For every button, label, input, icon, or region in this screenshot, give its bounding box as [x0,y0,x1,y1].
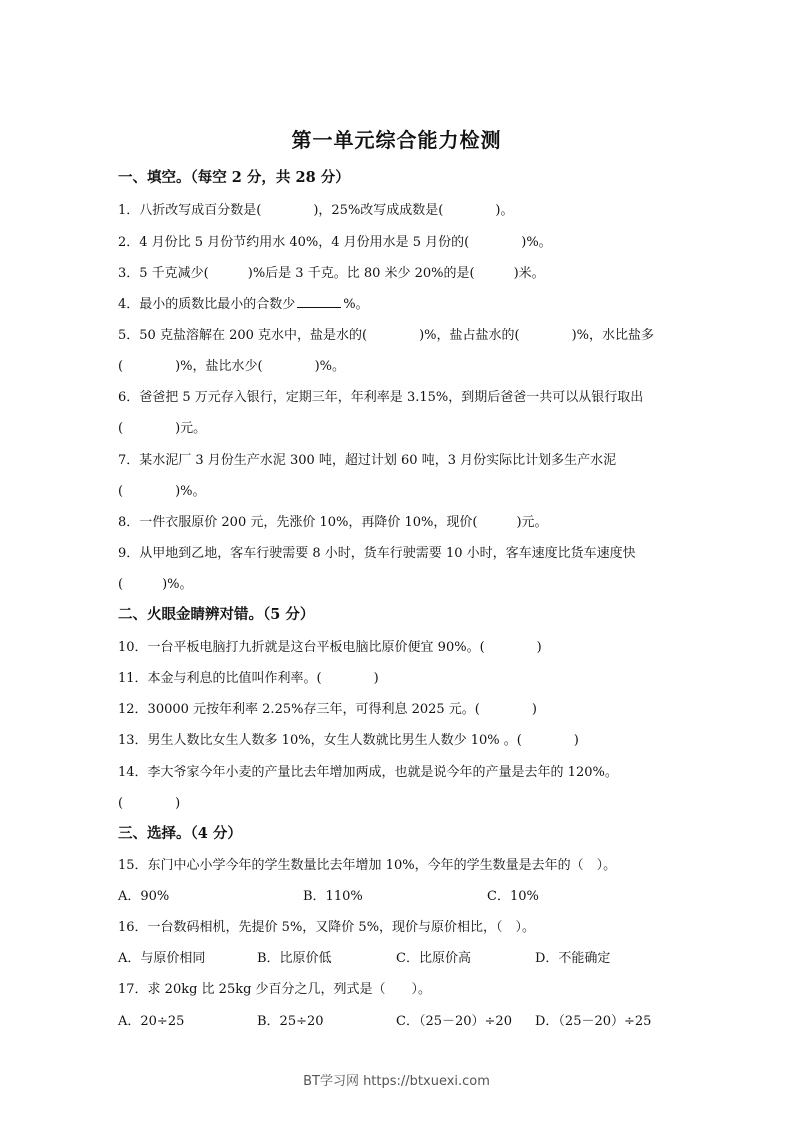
question-7-line-2: ( )%。 [118,484,206,499]
question-9-line-1: 9．从甲地到乙地，客车行驶需要 8 小时，货车行驶需要 10 小时，客车速度比货车速度快 [118,546,636,561]
question-8: 8．一件衣服原价 200 元，先涨价 10%，再降价 10%，现价( )元。 [118,515,548,530]
question-14-line-1: 14．李大爷家今年小麦的产量比去年增加两成，也就是说今年的产量是去年的 120%。 [118,765,618,780]
question-2: 2．4 月份比 5 月份节约用水 40%，4 月份用水是 5 月份的( )%。 [118,235,552,250]
question-4-suffix: %。 [343,297,369,312]
question-5-line-1: 5．50 克盐溶解在 200 克水中，盐是水的( )%，盐占盐水的( )%，水比盐多 [118,328,655,343]
q15-option-b[interactable]: B．110% [303,889,363,904]
q16-option-b[interactable]: B．比原价低 [257,951,332,966]
section-heading-fill-blank: 一、填空。（每空 2 分，共 28 分） [118,169,350,186]
question-7-line-1: 7．某水泥厂 3 月份生产水泥 300 吨，超过计划 60 吨，3 月份实际比计划多生产水泥 [118,453,617,468]
section-heading-choice: 三、选择。（4 分） [118,825,242,842]
q15-option-c[interactable]: C．10% [487,889,539,904]
question-5-line-2: ( )%，盐比水少( )%。 [118,359,345,374]
question-9-line-2: ( )%。 [118,577,193,592]
q15-option-a[interactable]: A．90% [118,889,170,904]
question-6-line-1: 6．爸爸把 5 万元存入银行，定期三年，年利率是 3.15%，到期后爸爸一共可以从银行取出 [118,390,644,405]
question-13: 13．男生人数比女生人数多 10%，女生人数就比男生人数少 10% 。( ) [118,733,579,748]
q16-option-d[interactable]: D．不能确定 [535,951,611,966]
answer-blank[interactable] [297,296,341,308]
q17-option-c[interactable]: C．（25－20）÷20 [396,1014,512,1029]
question-6-line-2: ( )元。 [118,421,207,436]
question-14-line-2: ( ) [118,796,181,811]
q16-option-a[interactable]: A．与原价相同 [118,951,206,966]
question-4 [118,293,369,312]
watermark-footer: BT学习网 https://btxuexi.com [303,1074,490,1089]
question-17: 17．求 20kg 比 25kg 少百分之几，列式是（ ）。 [118,982,432,997]
page-title: 第一单元综合能力检测 [291,128,502,152]
question-10: 10．一台平板电脑打九折就是这台平板电脑比原价便宜 90%。( ) [118,640,542,655]
question-4-text: 4．最小的质数比最小的合数少 [118,297,296,312]
q17-option-b[interactable]: B．25÷20 [257,1014,324,1029]
q17-option-d[interactable]: D．（25－20）÷25 [535,1014,652,1029]
q16-option-c[interactable]: C．比原价高 [396,951,471,966]
question-15: 15．东门中心小学今年的学生数量比去年增加 10%，今年的学生数量是去年的（ ）。 [118,858,617,873]
q17-option-a[interactable]: A．20÷25 [118,1014,185,1029]
question-16: 16．一台数码相机，先提价 5%，又降价 5%，现价与原价相比，（ ）。 [118,920,536,935]
question-11: 11．本金与利息的比值叫作利率。( ) [118,671,379,686]
question-12: 12．30000 元按年利率 2.25%存三年，可得利息 2025 元。( ) [118,702,537,717]
section-heading-true-false: 二、火眼金睛辨对错。（5 分） [118,606,315,623]
question-3: 3．5 千克减少( )%后是 3 千克。比 80 米少 20%的是( )米。 [118,266,545,281]
question-1: 1．八折改写成百分数是( )，25%改写成成数是( )。 [118,203,514,218]
